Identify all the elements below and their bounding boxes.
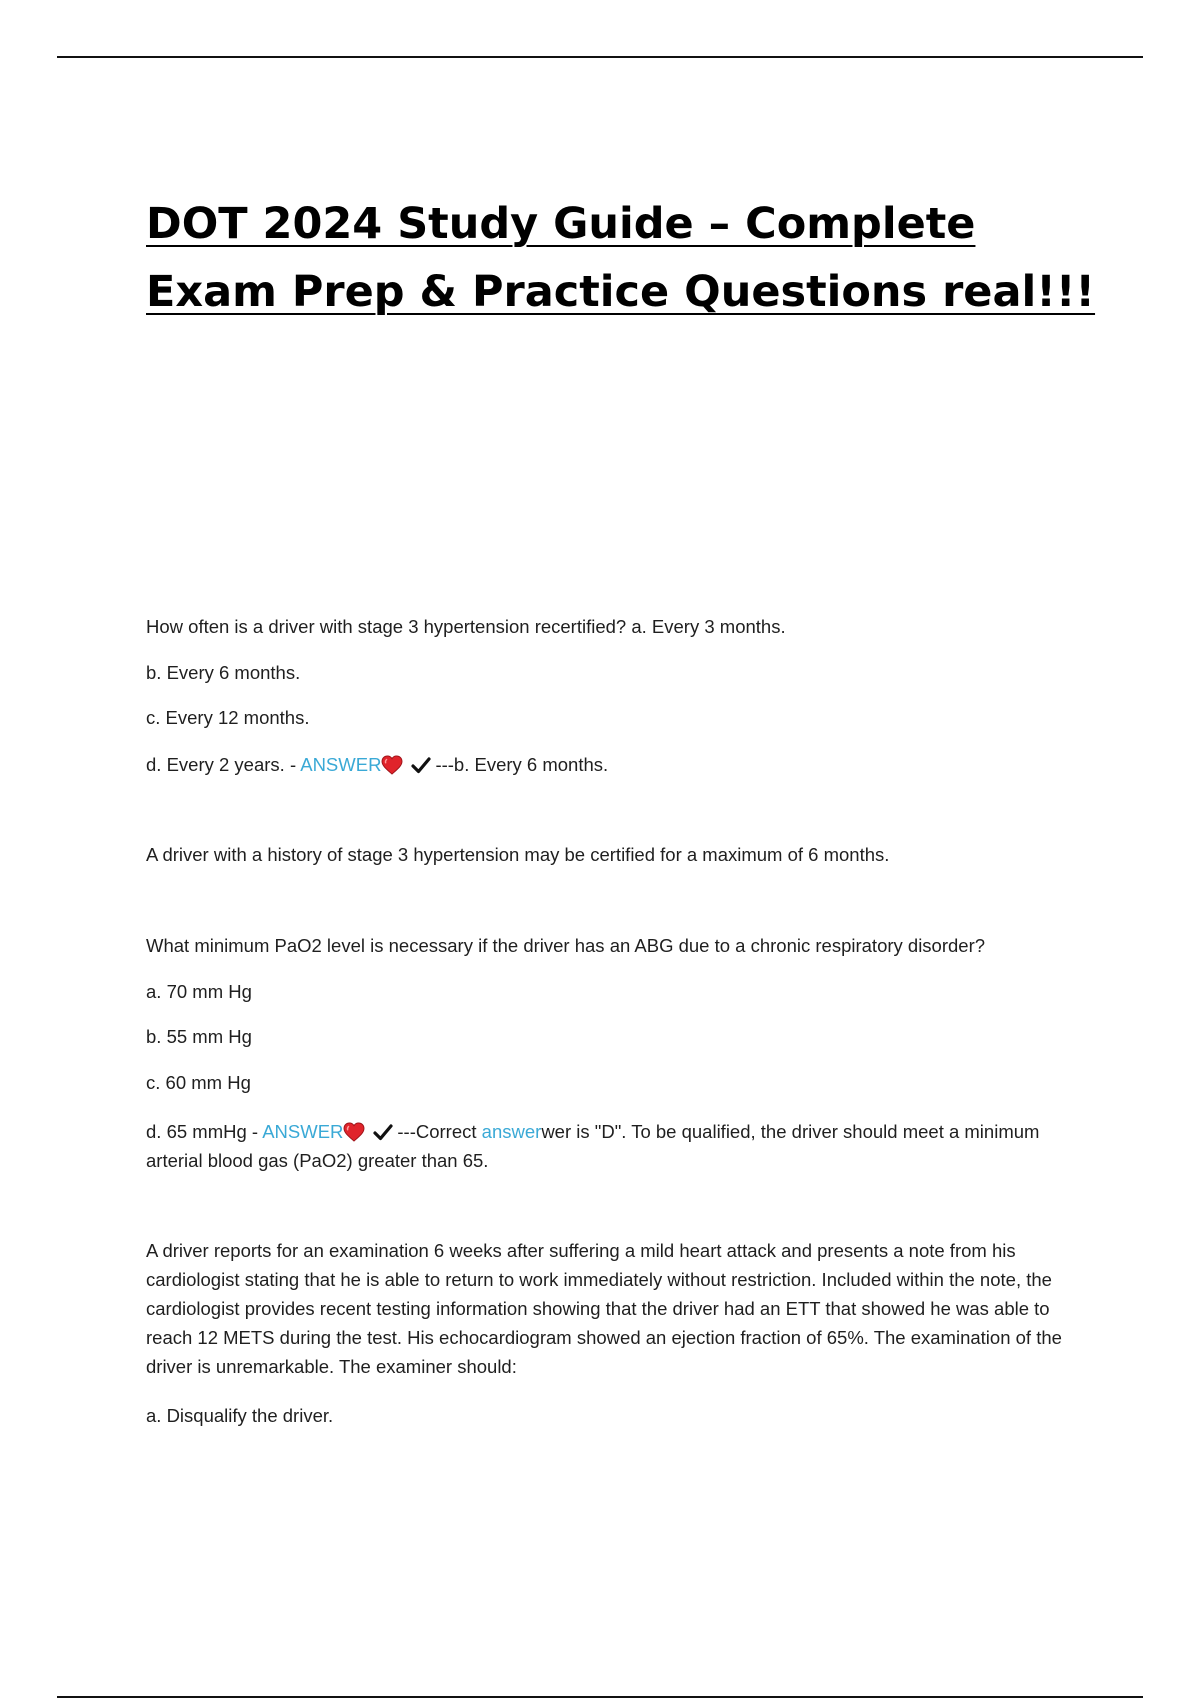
red-heart-icon	[381, 755, 403, 775]
document-title: DOT 2024 Study Guide – Complete Exam Prep & Practice Questions real!!!	[146, 199, 1096, 317]
check-mark-icon	[411, 756, 431, 774]
q1-answer-text: ---b. Every 6 months.	[435, 754, 609, 775]
q2-option-c: c. 60 mm Hg	[146, 1072, 251, 1093]
q1-option-d-text: d. Every 2 years. -	[146, 754, 301, 775]
q1-explanation: A driver with a history of stage 3 hypertension may be certified for a maximum of 6 months.	[146, 844, 890, 865]
q2-option-d	[146, 1117, 1086, 1175]
q2-answer-text-end: wer is "D". To be qualified, the driver should meet a minimum arterial blood gas (PaO2) greater than 65.	[146, 1121, 1040, 1171]
q2-answer-link[interactable]: ANSWER	[262, 1121, 344, 1142]
q3-option-a: a. Disqualify the driver.	[146, 1405, 334, 1426]
q2-option-b: b. 55 mm Hg	[146, 1026, 252, 1047]
top-rule	[57, 56, 1143, 58]
q3-question: A driver reports for an examination 6 weeks after suffering a mild heart attack and presents a note from his cardiologist stating that he is able to return to work immediately without restriction. Included within the note, the cardiologist provides recent testing information showing that the driver had an ETT that showed he was able to reach 12 METS during the test. His echocardiogram showed an ejection fraction of 65%. The examination of the driver is unremarkable. The examiner should:	[146, 1240, 1062, 1377]
q2-answer-text-start: ---Correct	[397, 1121, 482, 1142]
q2-option-a: a. 70 mm Hg	[146, 981, 252, 1002]
q2-question: What minimum PaO2 level is necessary if the driver has an ABG due to a chronic respiratory disorder?	[146, 935, 986, 956]
q1-option-b: b. Every 6 months.	[146, 662, 301, 683]
q1-option-c: c. Every 12 months.	[146, 707, 310, 728]
q1-question: How often is a driver with stage 3 hypertension recertified? a. Every 3 months.	[146, 616, 786, 637]
q1-answer-link[interactable]: ANSWER	[300, 754, 382, 775]
q1-option-d	[146, 750, 608, 779]
check-mark-icon	[373, 1123, 393, 1141]
bottom-rule	[57, 1696, 1143, 1698]
q2-answer-inline-link[interactable]: answer	[481, 1121, 542, 1142]
red-heart-icon	[343, 1122, 365, 1142]
q2-option-d-text: d. 65 mmHg -	[146, 1121, 263, 1142]
